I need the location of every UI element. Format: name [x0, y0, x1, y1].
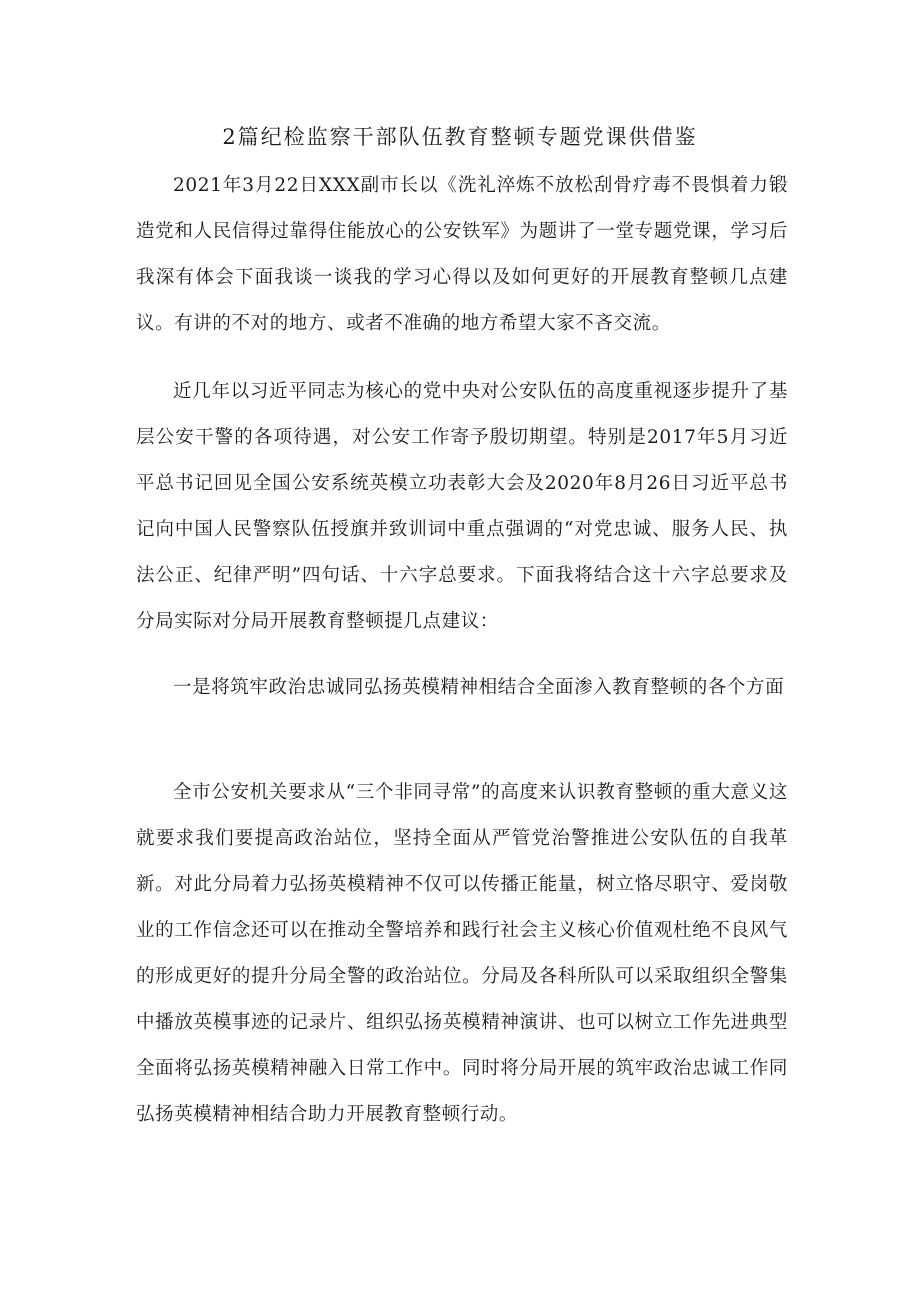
- paragraph-intro: 2021年3月22日XXX副市长以《洗礼淬炼不放松刮骨疗毒不畏惧着力锻造党和人民信得过靠得住能放心的公安铁军》为题讲了一堂专题党课，学习后我深有体会下面我谈一谈我的学习心得以及如何更好的开展教育整顿几点建议。有讲的不对的地方、或者不准确的地方希望大家不吝交流。: [136, 175, 788, 334]
- paragraph-detail: 全市公安机关要求从“三个非同寻常”的高度来认识教育整顿的重大意义这就要求我们要提高政治站位，坚持全面从严管党治警推进公安队伍的自我革新。对此分局着力弘扬英模精神不仅可以传播正能量，树立恪尽职守、爱岗敬业的工作信念还可以在推动全警培养和践行社会主义核心价值观杜绝不良风气的形成更好的提升分局全警的政治站位。分局及各科所队可以采取组织全警集中播放英模事迹的记录片、组织弘扬英模精神演讲、也可以树立工作先进典型全面将弘扬英模精神融入日常工作中。同时将分局开展的筑牢政治忠诚工作同弘扬英模精神相结合助力开展教育整顿行动。: [136, 782, 788, 1125]
- paragraph-heading-one: 一是将筑牢政治忠诚同弘扬英模精神相结合全面渗入教育整顿的各个方面: [173, 677, 785, 698]
- paragraph-background: 近几年以习近平同志为核心的党中央对公安队伍的高度重视逐步提升了基层公安干警的各项待遇，对公安工作寄予殷切期望。特别是2017年5月习近平总书记回见全国公安系统英模立功表彰大会及2020年8月26日习近平总书记向中国人民警察队伍授旗并致训词中重点强调的“对党忠诚、服务人民、执法公正、纪律严明”四句话、十六字总要求。下面我将结合这十六字总要求及分局实际对分局开展教育整顿提几点建议：: [136, 381, 788, 632]
- document-title: 2篇纪检监察干部队伍教育整顿专题党课供借鉴: [222, 125, 698, 149]
